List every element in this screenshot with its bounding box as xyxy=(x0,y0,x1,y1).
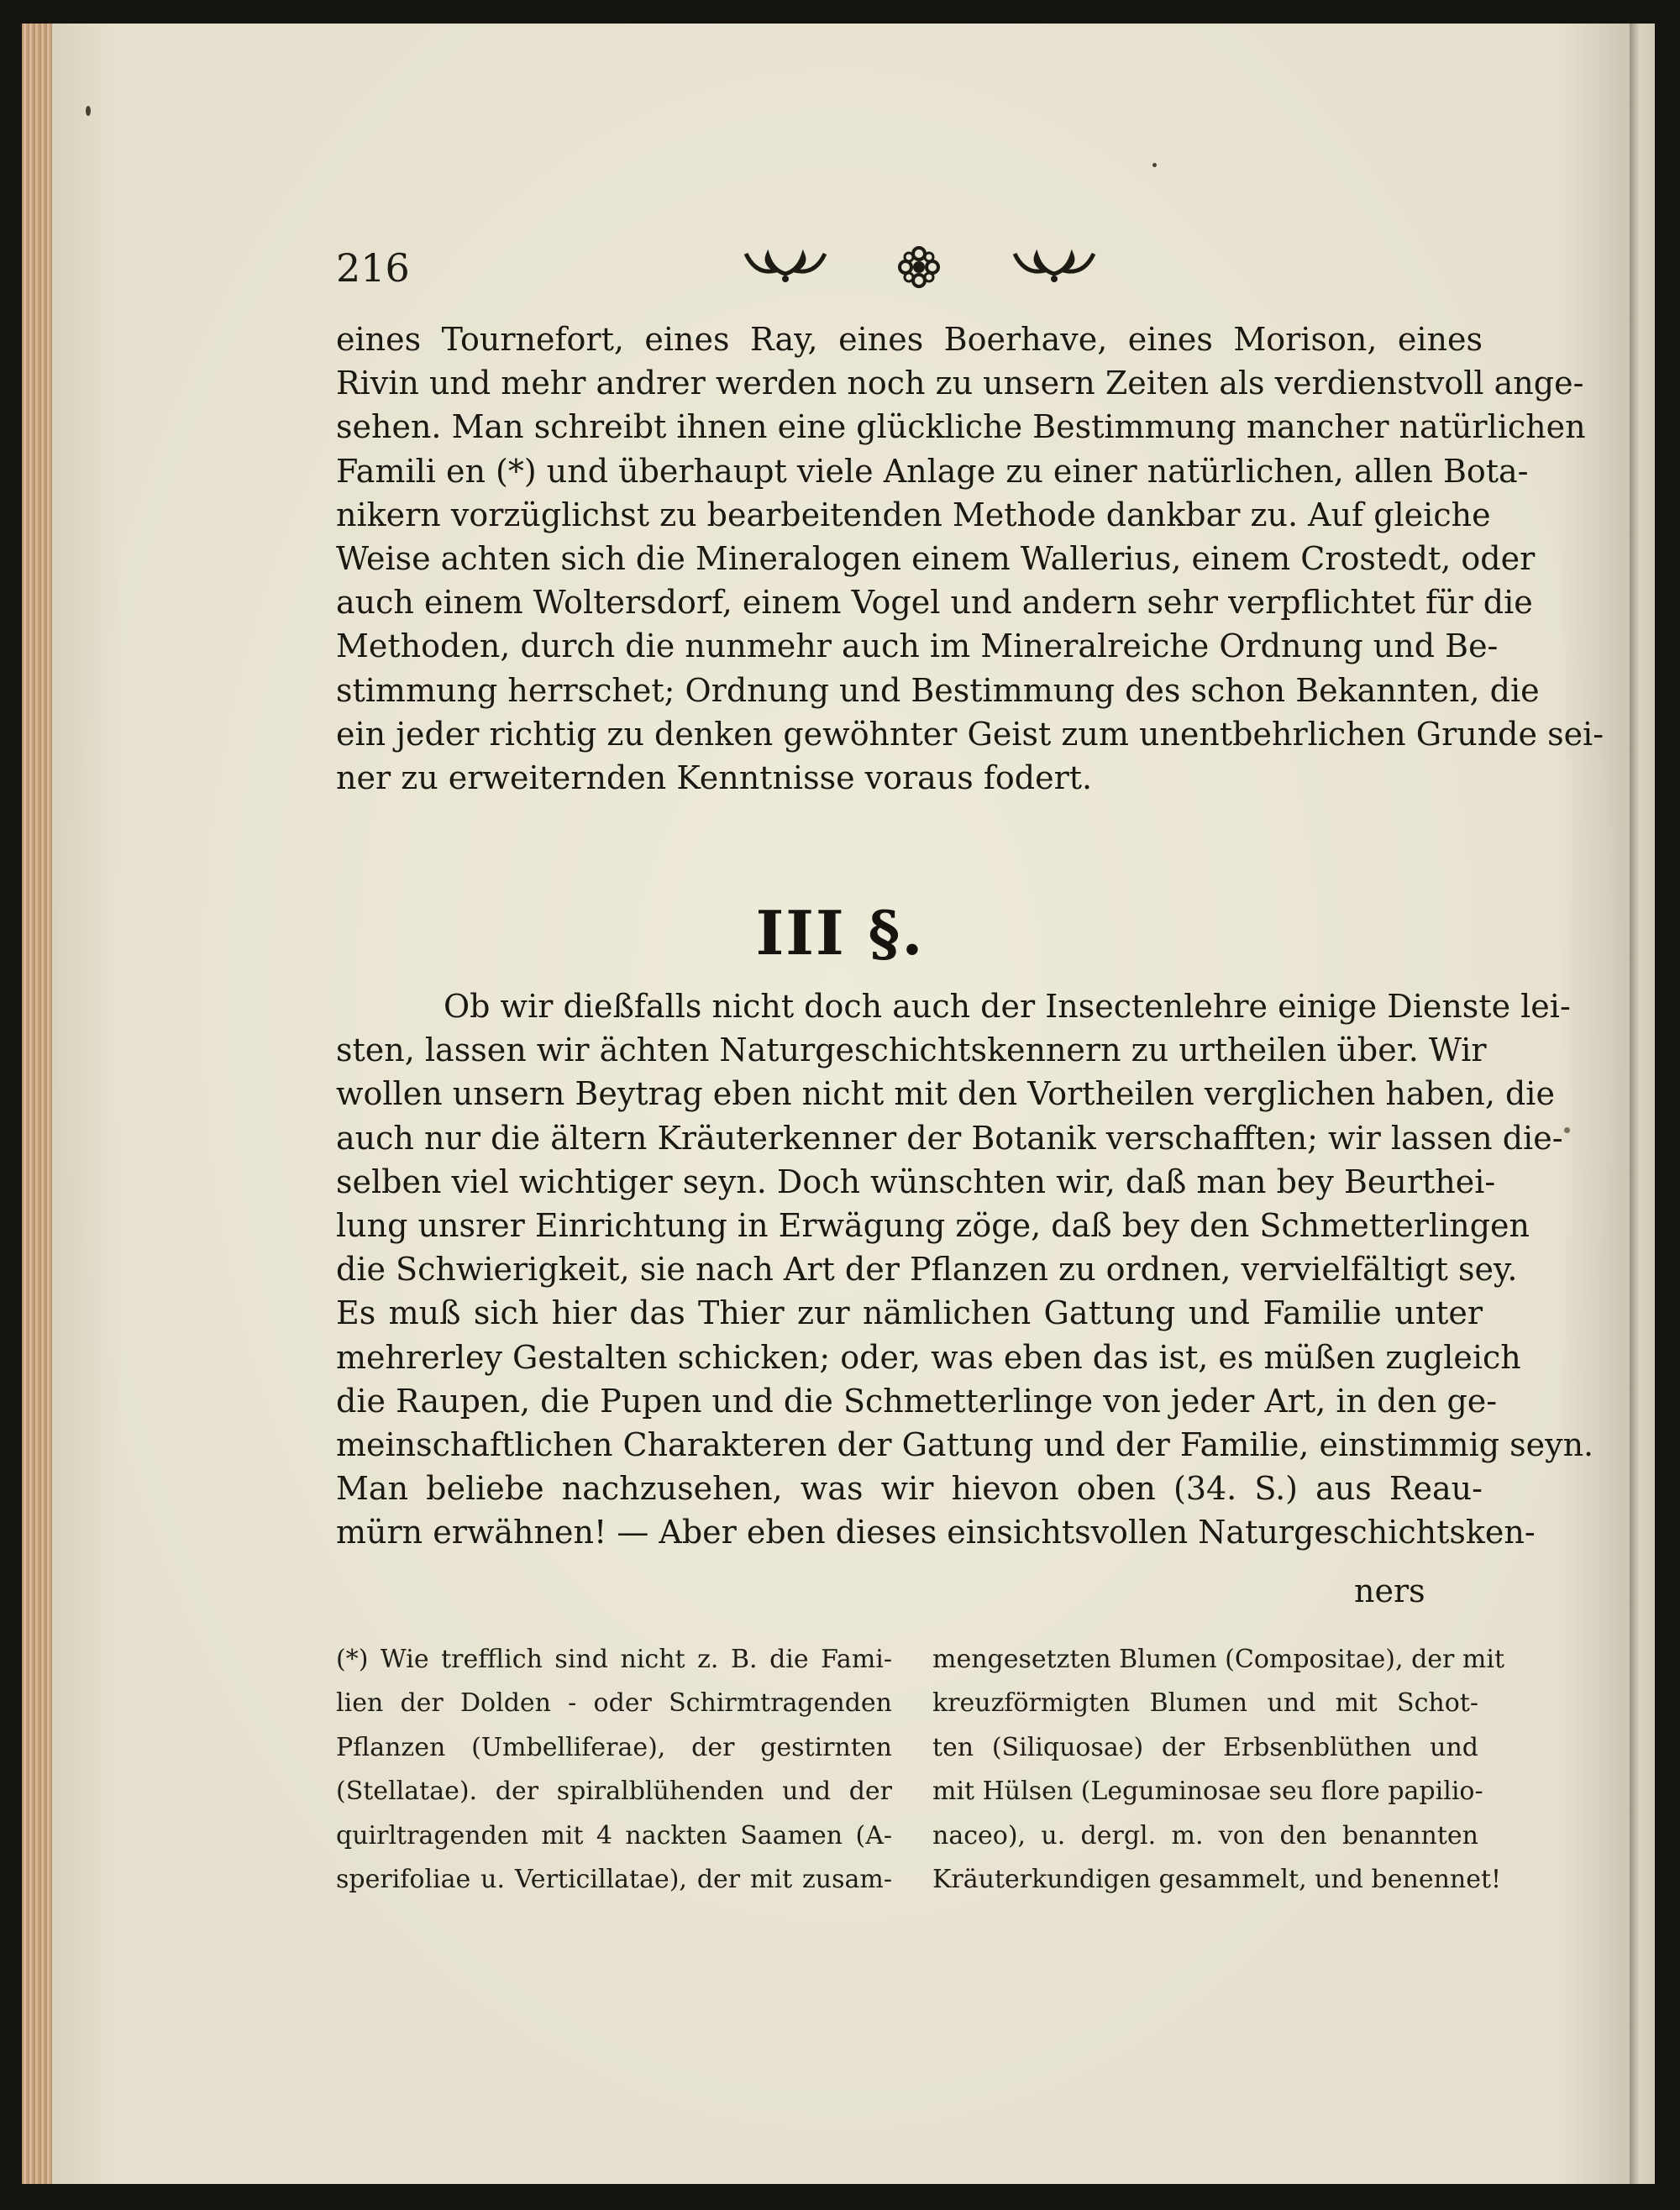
text-line: stimmung herrschet; Ordnung und Bestimmung des schon Bekannten, die xyxy=(336,671,1540,709)
footnote-line: Pflanzen (Umbelliferae), der gestirnten xyxy=(336,1732,892,1762)
footnote-line: naceo), u. dergl. m. von den benannten xyxy=(932,1820,1478,1850)
ink-speck xyxy=(1152,163,1157,167)
text-line: selben viel wichtiger seyn. Doch wünschten wir, daß man bey Beurthei- xyxy=(336,1163,1496,1200)
page-number: 216 xyxy=(336,245,410,291)
ink-speck xyxy=(86,106,91,116)
footnote-line: Kräuterkundigen gesammelt, und benennet! xyxy=(932,1865,1502,1895)
text-line: Famili en (*) und überhaupt viele Anlage zu einer natürlichen, allen Bota- xyxy=(336,452,1529,490)
footnote-line: lien der Dolden - oder Schirmtragenden xyxy=(336,1688,892,1719)
text-line: Es muß sich hier das Thier zur nämlichen Gattung und Familie unter xyxy=(336,1294,1483,1332)
text-line: Ob wir dießfalls nicht doch auch der Insectenlehre einige Dienste lei- xyxy=(444,988,1571,1025)
text-line: lung unsrer Einrichtung in Erwägung zöge, daß bey den Schmetterlingen xyxy=(336,1207,1530,1245)
footnote-line: (*) Wie trefflich sind nicht z. B. die Fami- xyxy=(336,1645,892,1674)
page-edge-left xyxy=(22,24,52,2184)
text-line: meinschaftlichen Charakteren der Gattung und der Familie, einstimmig seyn. xyxy=(336,1426,1594,1464)
text-line: ner zu erweiternden Kenntnisse voraus fodert. xyxy=(336,759,1093,797)
footnote-line: kreuzförmigten Blumen und mit Schot- xyxy=(932,1688,1478,1719)
text-line: wollen unsern Beytrag eben nicht mit den Vortheilen verglichen haben, die xyxy=(336,1075,1555,1113)
catchword: ners xyxy=(1354,1572,1425,1609)
text-line: mürn erwähnen! — Aber eben dieses einsichtsvollen Naturgeschichtsken- xyxy=(336,1514,1536,1551)
paragraph-1 xyxy=(336,318,1604,800)
text-line: Weise achten sich die Mineralogen einem Wallerius, einem Crostedt, oder xyxy=(336,540,1536,578)
text-line: ein jeder richtig zu denken gewöhnter Geist zum unentbehrlichen Grunde sei- xyxy=(336,715,1604,753)
footnote-line: ten (Siliquosae) der Erbsenblüthen und xyxy=(932,1732,1478,1762)
ink-speck xyxy=(1564,1127,1570,1133)
text-line: sten, lassen wir ächten Naturgeschichtskennern zu urtheilen über. Wir xyxy=(336,1032,1487,1069)
text-line: auch nur die ältern Kräuterkenner der Botanik verschafften; wir lassen die- xyxy=(336,1119,1563,1157)
text-line: Man beliebe nachzusehen, was wir hievon oben (34. S.) aus Reau- xyxy=(336,1470,1483,1508)
footnote-column-left xyxy=(336,1638,892,1902)
text-line: Rivin und mehr andrer werden noch zu unsern Zeiten als verdienstvoll ange- xyxy=(336,365,1584,402)
page-header xyxy=(336,245,1176,296)
binding-gutter xyxy=(1630,24,1655,2184)
text-line: die Schwierigkeit, sie nach Art der Pflanzen zu ordnen, vervielfältigt sey. xyxy=(336,1251,1518,1289)
paragraph-2 xyxy=(336,984,1594,1555)
flower-ornament-icon xyxy=(897,245,941,289)
text-line: nikern vorzüglichst zu bearbeitenden Methode dankbar zu. Auf gleiche xyxy=(336,496,1491,533)
scroll-ornament-icon xyxy=(1008,245,1100,286)
text-line: eines Tournefort, eines Ray, eines Boerhave, eines Morison, eines xyxy=(336,321,1483,358)
text-line: mehrerley Gestalten schicken; oder, was eben das ist, es müßen zugleich xyxy=(336,1338,1521,1376)
text-line: die Raupen, die Pupen und die Schmetterlinge von jeder Art, in den ge- xyxy=(336,1382,1498,1420)
footnote-line: quirltragenden mit 4 nackten Saamen (A- xyxy=(336,1820,892,1850)
footnote-line: mengesetzten Blumen (Compositae), der mit xyxy=(932,1645,1505,1674)
footnote-line: (Stellatae). der spiralblühenden und der xyxy=(336,1777,892,1807)
footnote-line: mit Hülsen (Leguminosae seu flore papilio- xyxy=(932,1777,1483,1807)
text-line: Methoden, durch die nunmehr auch im Mineralreiche Ordnung und Be- xyxy=(336,627,1499,665)
text-line: sehen. Man schreibt ihnen eine glückliche Bestimmung mancher natürlichen xyxy=(336,408,1586,446)
text-line: auch einem Woltersdorf, einem Vogel und andern sehr verpflichtet für die xyxy=(336,584,1533,622)
section-heading: III §. xyxy=(755,897,925,969)
footnote-line: sperifoliae u. Verticillatae), der mit zusam- xyxy=(336,1865,892,1895)
footnote-column-right xyxy=(932,1638,1505,1902)
scroll-ornament-icon xyxy=(739,245,832,286)
